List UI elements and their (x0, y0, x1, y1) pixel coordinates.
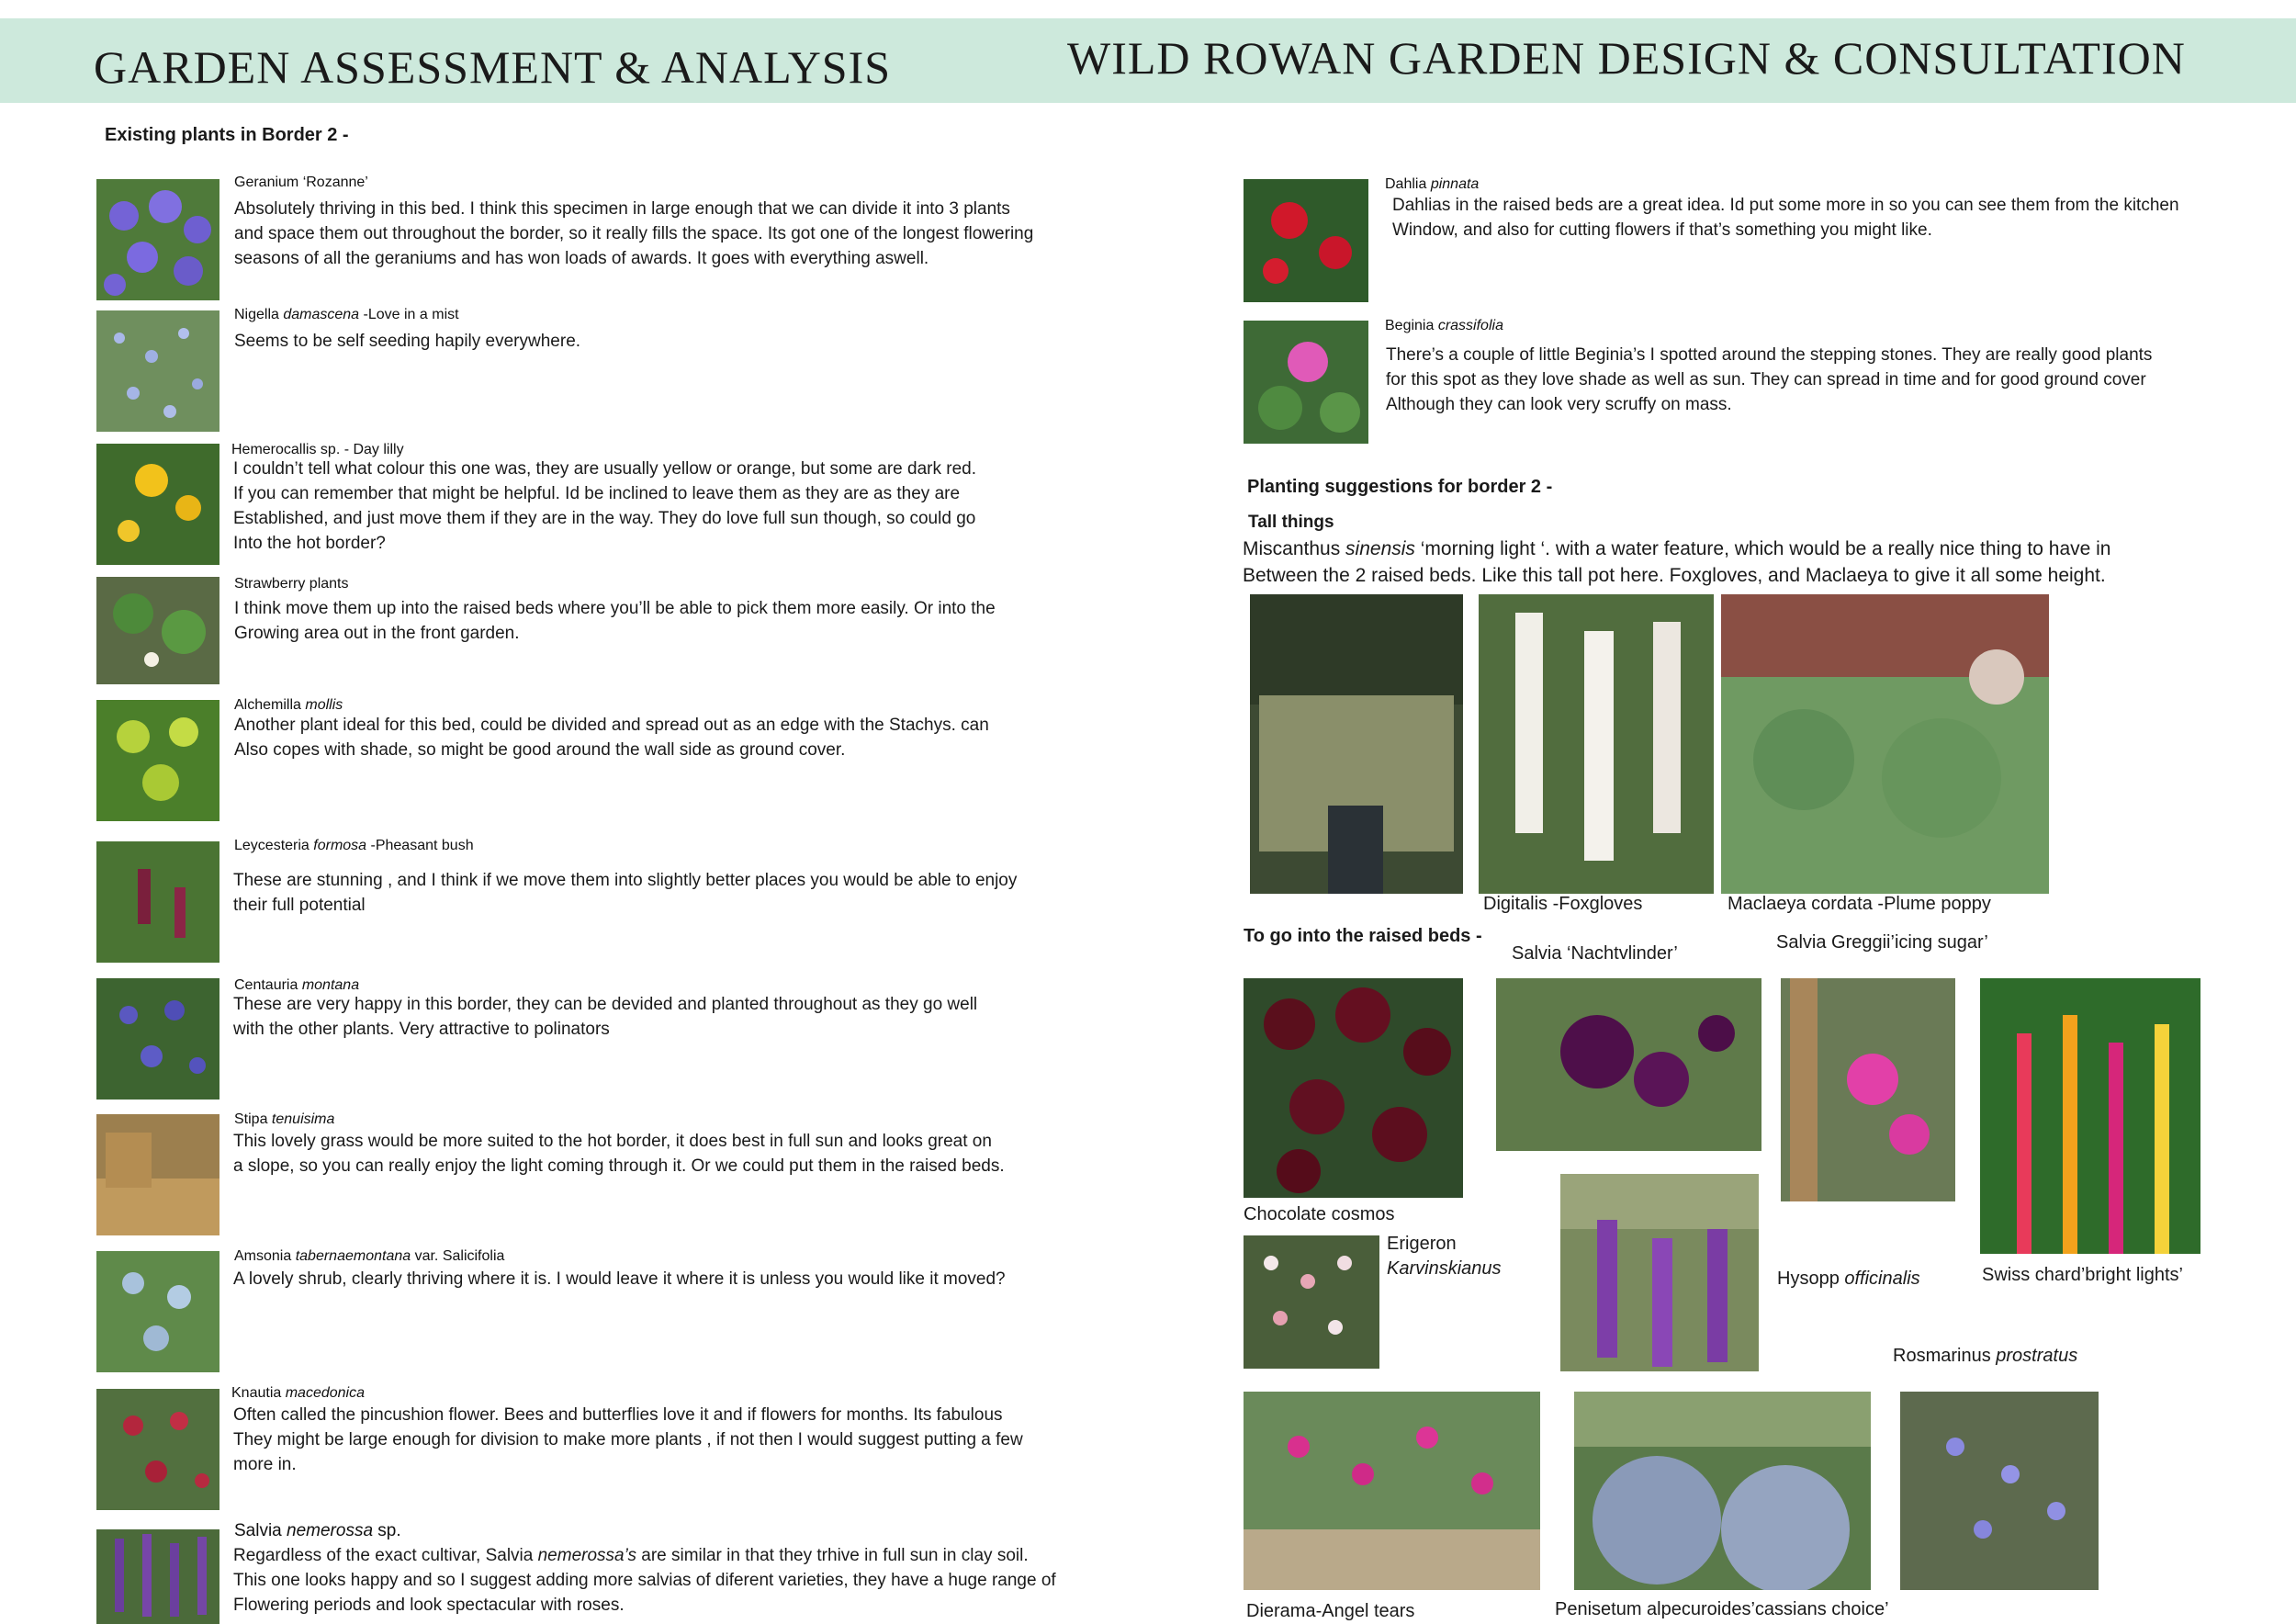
page-title: GARDEN ASSESSMENT & ANALYSIS (94, 41, 892, 93)
company-title: WILD ROWAN GARDEN DESIGN & CONSULTATION (1067, 32, 2186, 84)
hysopp-label: Hysopp officinalis (1777, 1269, 1920, 1289)
planting-suggestions-heading: Planting suggestions for border 2 - (1247, 477, 1553, 497)
foxgloves-label: Digitalis -Foxgloves (1483, 894, 1643, 914)
stipa-name: Stipa tenuisima (234, 1111, 335, 1127)
nigella-photo (96, 310, 219, 432)
centauria-photo (96, 978, 219, 1100)
amsonia-photo (96, 1251, 219, 1372)
dahlia-photo (1244, 179, 1368, 302)
salvia-nachtvlinder-label: Salvia ‘Nachtvlinder’ (1512, 943, 1678, 964)
alchemilla-name: Alchemilla mollis (234, 697, 343, 713)
begonia-description: There’s a couple of little Beginia’s I spotted around the stepping stones. They are really good plants for this spot as they love shade as well as sun. They can spread in time and for good ground cover Although they can look very scruffy on mass. (1386, 345, 2153, 414)
begonia-photo (1244, 321, 1368, 444)
stipa-description: This lovely grass would be more suited to the hot border, it does best in full sun and looks great on a slope, so you can really enjoy the light coming through it. Or we could put them in the raised beds. (233, 1132, 1005, 1176)
erigeron-photo (1244, 1235, 1379, 1369)
erigeron-label: Erigeron Karvinskianus (1387, 1234, 1502, 1279)
strawberry-name: Strawberry plants (234, 576, 349, 592)
salvia-nemerossa-photo (96, 1529, 219, 1624)
knautia-description: Often called the pincushion flower. Bees and butterflies love it and if flowers for months. Its fabulous They might be large enough for division to make more plants , if not then I would suggest putting a few more in. (233, 1405, 1023, 1474)
tall-things-description: Miscanthus sinensis ‘morning light ‘. with a water feature, which would be a really nice thing to have in Between the 2 raised beds. Like this tall pot here. Foxgloves, and Maclaeya to give it all some height. (1243, 538, 2111, 586)
centauria-name: Centauria montana (234, 977, 360, 993)
knautia-name: Knautia macedonica (231, 1385, 365, 1401)
dahlia-description: Dahlias in the raised beds are a great idea. Id put some more in so you can see them from the kitchen Window, and also for cutting flowers if that’s something you might like. (1392, 196, 2179, 240)
foxgloves-photo (1479, 594, 1714, 894)
salvia-greggii-photo (1781, 978, 1955, 1201)
salvia-greggii-label: Salvia Greggii’icing sugar’ (1776, 932, 1988, 953)
geranium-description: Absolutely thriving in this bed. I think this specimen in large enough that we can divide it into 3 plants and space them out throughout the border, so it really fills the space. Its got one of the longest flowering seasons of all the geraniums and has won loads of awards. It goes with everything aswell. (234, 199, 1034, 268)
swiss-chard-photo (1980, 978, 2200, 1254)
penisetum-label: Penisetum alpecuroides’cassians choice’ (1555, 1599, 1889, 1619)
leycesteria-name: Leycesteria formosa -Pheasant bush (234, 838, 474, 853)
nigella-description: Seems to be self seeding hapily everywhere. (234, 332, 581, 351)
centauria-description: These are very happy in this border, they can be devided and planted throughout as they go well with the other plants. Very attractive to polinators (233, 995, 978, 1039)
strawberry-photo (96, 577, 219, 684)
hemerocallis-name: Hemerocallis sp. - Day lilly (231, 442, 404, 457)
nigella-name: Nigella damascena -Love in a mist (234, 307, 459, 322)
dahlia-name: Dahlia pinnata (1385, 176, 1480, 192)
leycesteria-description: These are stunning , and I think if we move them into slightly better places you would be able to enjoy their full potential (233, 871, 1018, 915)
knautia-photo (96, 1389, 219, 1510)
salvia-nemerossa-description: Regardless of the exact cultivar, Salvia nemerossa’s are similar in that they trhive in full sun in clay soil. This one looks happy and so I suggest adding more salvias of diferent varieties, they have a huge range of Flowering periods and look spectacular with roses. (233, 1546, 1056, 1615)
rosmarinus-photo (1900, 1392, 2099, 1590)
leycesteria-photo (96, 841, 219, 963)
plume-poppy-label: Maclaeya cordata -Plume poppy (1728, 894, 1991, 914)
hemerocallis-photo (96, 444, 219, 565)
chocolate-cosmos-photo (1244, 978, 1463, 1198)
chocolate-cosmos-label: Chocolate cosmos (1244, 1204, 1395, 1224)
dierama-label: Dierama-Angel tears (1246, 1601, 1415, 1621)
geranium-name: Geranium ‘Rozanne’ (234, 175, 368, 190)
salvia-nemerossa-name: Salvia nemerossa sp. (234, 1521, 401, 1540)
alchemilla-photo (96, 700, 219, 821)
penisetum-photo (1574, 1392, 1871, 1590)
strawberry-description: I think move them up into the raised beds where you’ll be able to pick them more easily. Or into the Growing area out in the front garden. (234, 599, 996, 643)
existing-plants-heading: Existing plants in Border 2 - (105, 125, 349, 145)
alchemilla-description: Another plant ideal for this bed, could be divided and spread out as an edge with the Stachys. can Also copes with shade, so might be good around the wall side as ground cover. (234, 716, 989, 760)
rosmarinus-label: Rosmarinus prostratus (1893, 1346, 2078, 1366)
amsonia-description: A lovely shrub, clearly thriving where it is. I would leave it where it is unless you would like it moved? (233, 1269, 1006, 1289)
raised-beds-heading: To go into the raised beds - (1244, 926, 1482, 946)
begonia-name: Beginia crassifolia (1385, 318, 1503, 333)
plume-poppy-photo (1721, 594, 2049, 894)
dierama-photo (1244, 1392, 1540, 1590)
hysopp-photo (1560, 1174, 1759, 1371)
tall-things-heading: Tall things (1248, 513, 1334, 532)
swiss-chard-label: Swiss chard’bright lights’ (1982, 1265, 2183, 1285)
stipa-photo (96, 1114, 219, 1235)
geranium-photo (96, 179, 219, 300)
hemerocallis-description: I couldn’t tell what colour this one was, they are usually yellow or orange, but some are dark red. If you can remember that might be helpful. Id be inclined to leave them as they are as they are Established, and just move them if they are in the way. They do love full sun though, so could go Into the hot border? (233, 459, 976, 553)
amsonia-name: Amsonia tabernaemontana var. Salicifolia (234, 1248, 505, 1264)
miscanthus-photo (1250, 594, 1463, 894)
salvia-nachtvlinder-photo (1496, 978, 1761, 1151)
